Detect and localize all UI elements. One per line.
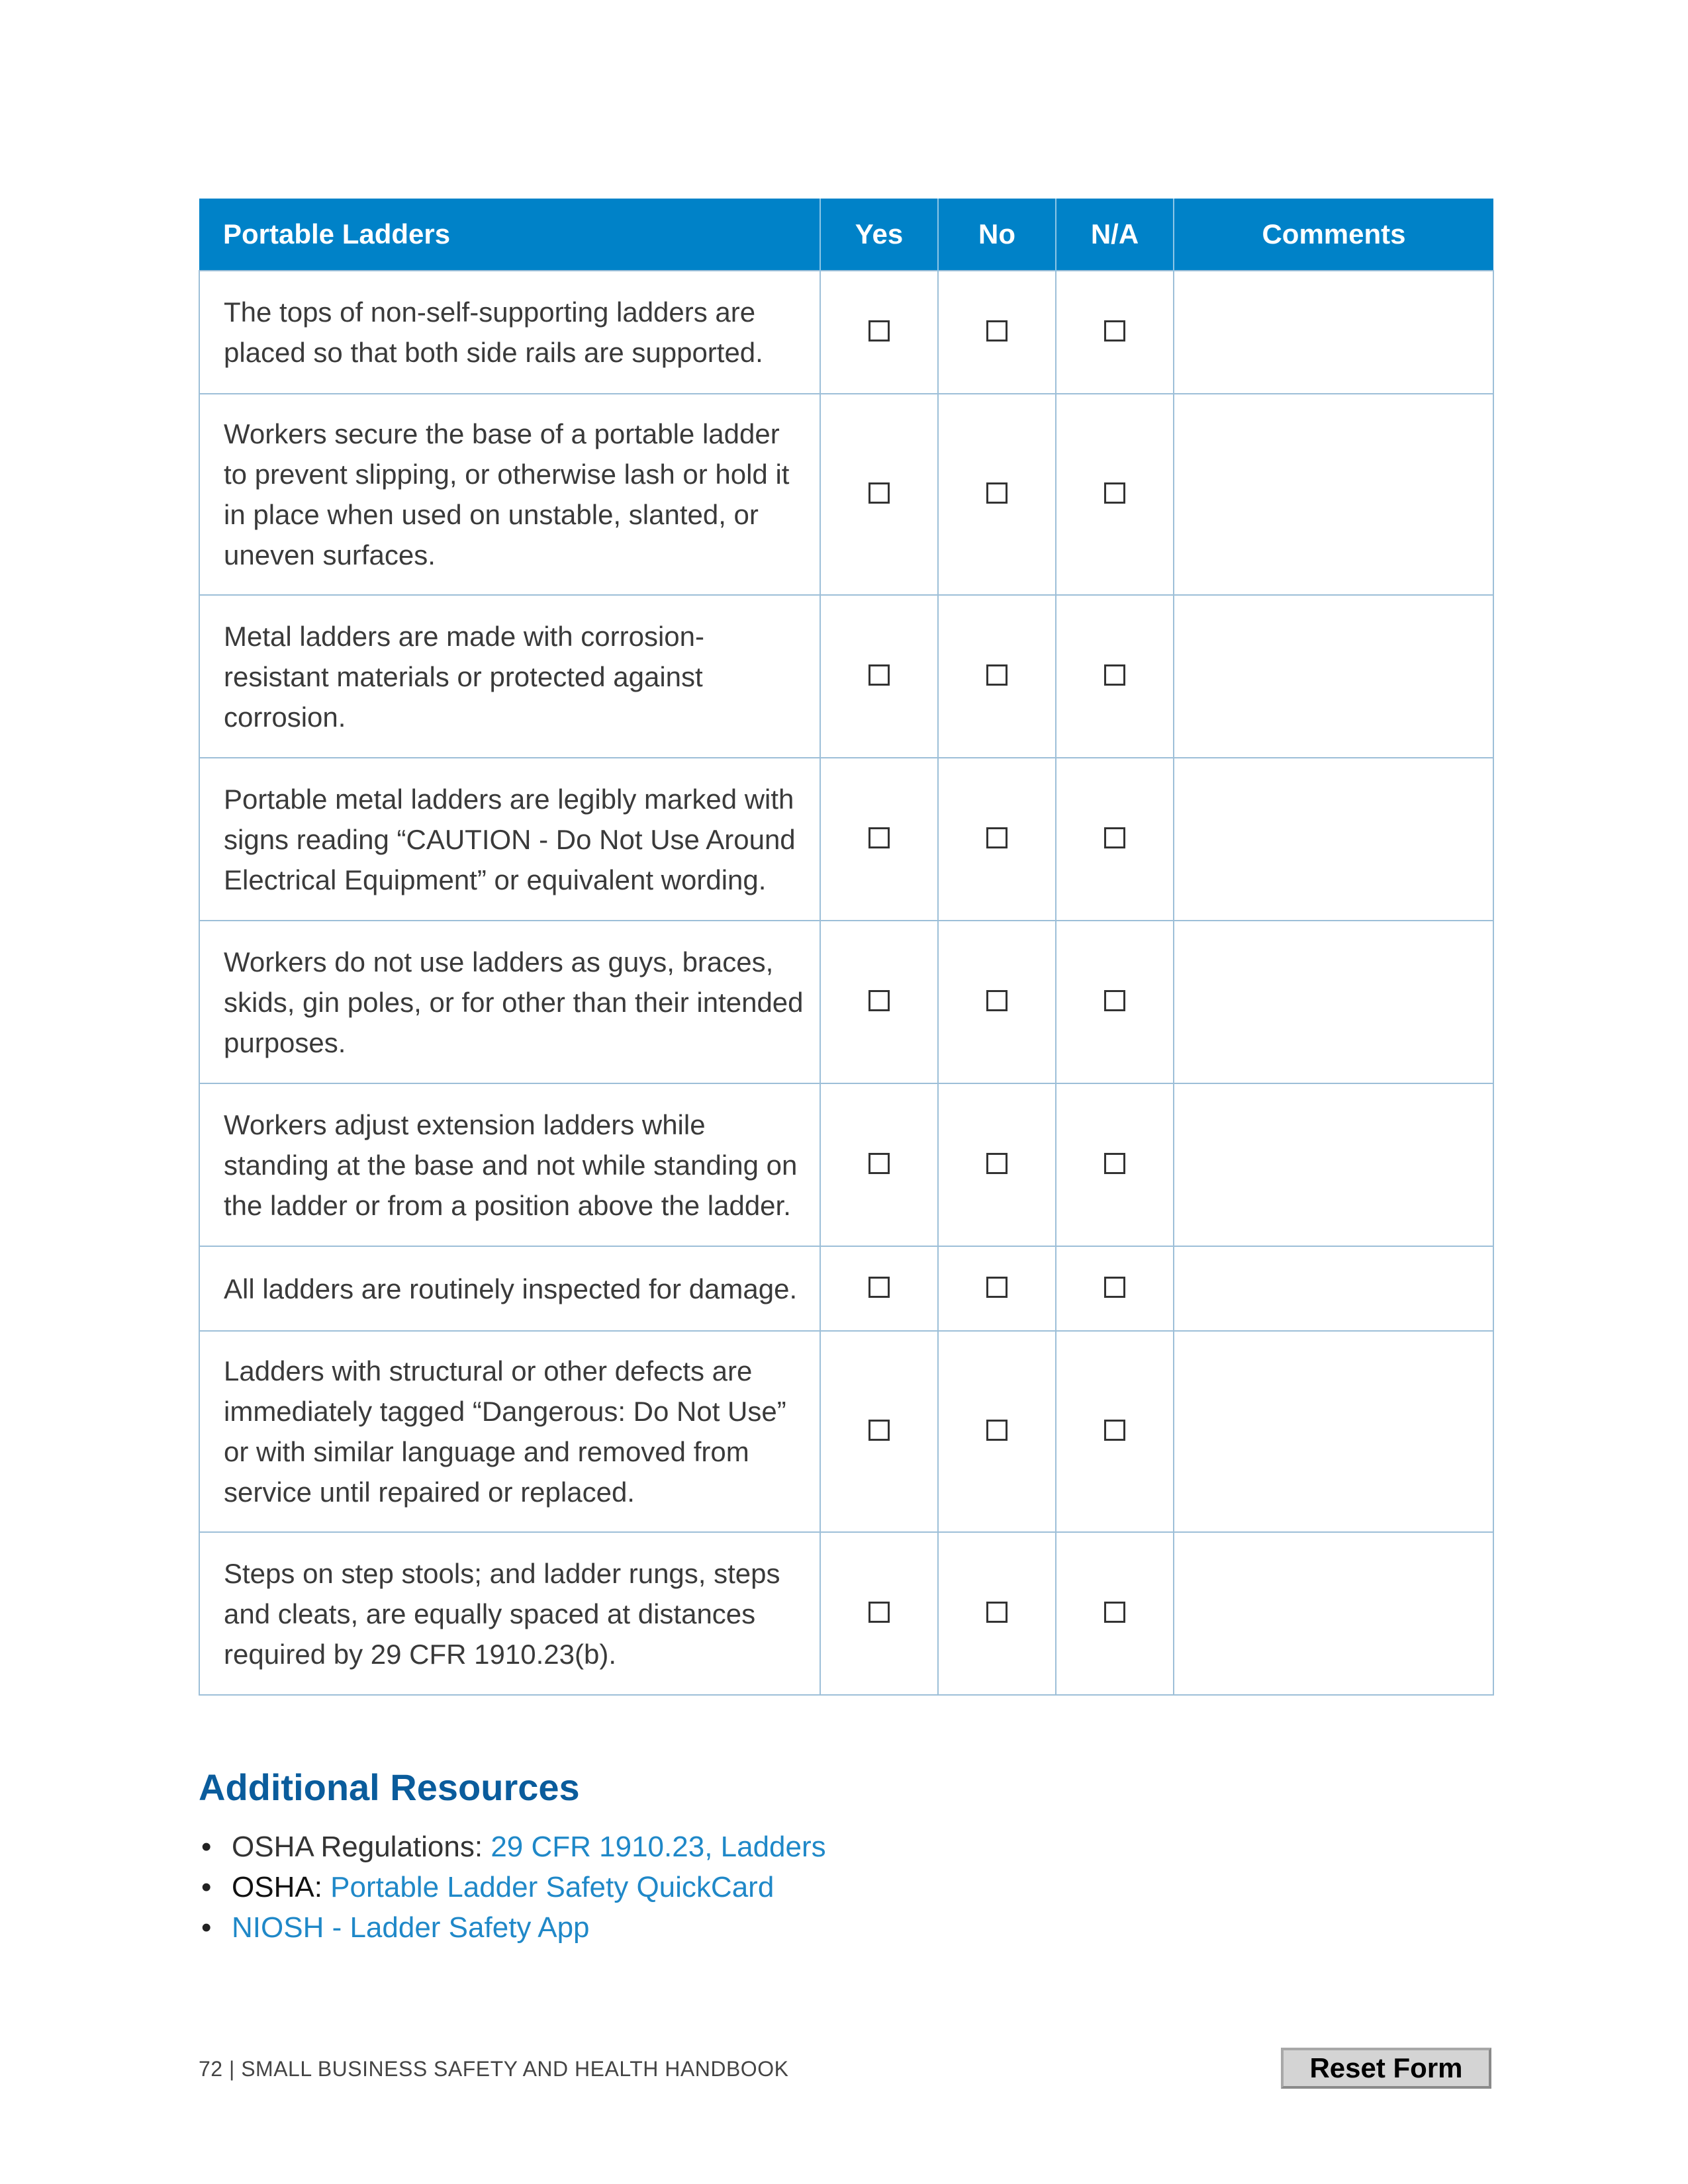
yes-checkbox[interactable] [868,1602,890,1623]
yes-cell [820,595,938,758]
no-checkbox[interactable] [986,664,1008,686]
resource-item [199,1827,826,1867]
no-cell [938,1331,1056,1532]
resource-item [199,1867,826,1907]
table-row [199,394,1493,595]
na-cell [1056,1331,1174,1532]
header-portable-ladders: Portable Ladders [199,199,820,271]
no-checkbox[interactable] [986,482,1008,504]
bullet-icon: • [201,1911,212,1944]
resource-prefix: OSHA Regulations: [232,1831,491,1863]
yes-checkbox[interactable] [868,990,890,1011]
na-cell [1056,1246,1174,1331]
no-cell [938,595,1056,758]
no-checkbox[interactable] [986,827,1008,848]
yes-cell [820,1246,938,1331]
page-number: 72 [199,2057,223,2081]
no-cell [938,758,1056,921]
no-checkbox[interactable] [986,990,1008,1011]
yes-checkbox[interactable] [868,482,890,504]
yes-checkbox[interactable] [868,320,890,341]
yes-checkbox[interactable] [868,1153,890,1174]
page-footer [199,2057,788,2081]
yes-cell [820,758,938,921]
bullet-icon: • [201,1831,212,1863]
ladder-checklist-table [199,199,1494,1696]
question-cell: The tops of non-self-supporting ladders are placed so that both side rails are supported. [199,271,820,394]
table-row [199,595,1493,758]
na-cell [1056,1083,1174,1246]
comments-field[interactable] [1174,1083,1493,1246]
na-cell [1056,758,1174,921]
question-cell: Metal ladders are made with corrosion-resistant materials or protected against corrosion. [199,595,820,758]
comments-field[interactable] [1174,1532,1493,1695]
no-cell [938,1083,1056,1246]
no-cell [938,921,1056,1083]
resource-item [199,1907,826,1948]
header-na: N/A [1056,199,1174,271]
no-cell [938,394,1056,595]
resource-link-quickcard[interactable]: Portable Ladder Safety QuickCard [330,1871,774,1903]
yes-checkbox[interactable] [868,1277,890,1298]
comments-field[interactable] [1174,595,1493,758]
no-cell [938,1246,1056,1331]
table-row [199,1532,1493,1695]
table-row [199,1331,1493,1532]
resource-prefix: OSHA: [232,1871,331,1903]
header-yes: Yes [820,199,938,271]
na-checkbox[interactable] [1104,1420,1125,1441]
table-row [199,1246,1493,1331]
comments-field[interactable] [1174,758,1493,921]
na-checkbox[interactable] [1104,827,1125,848]
question-cell: Workers do not use ladders as guys, braces, skids, gin poles, or for other than their intended purposes. [199,921,820,1083]
footer-separator: | [228,2057,235,2081]
yes-cell [820,921,938,1083]
table-header-row [199,199,1493,271]
yes-cell [820,394,938,595]
table-row [199,758,1493,921]
question-cell: Ladders with structural or other defects are immediately tagged “Dangerous: Do Not Use” or with similar language and removed from service until repaired or replaced. [199,1331,820,1532]
yes-cell [820,1083,938,1246]
no-checkbox[interactable] [986,1153,1008,1174]
table-row [199,271,1493,394]
yes-checkbox[interactable] [868,664,890,686]
na-cell [1056,271,1174,394]
yes-cell [820,271,938,394]
footer-title: SMALL BUSINESS SAFETY AND HEALTH HANDBOOK [241,2057,789,2081]
na-cell [1056,921,1174,1083]
na-checkbox[interactable] [1104,664,1125,686]
comments-field[interactable] [1174,271,1493,394]
header-comments: Comments [1174,199,1493,271]
resources-list [199,1827,826,1948]
no-checkbox[interactable] [986,320,1008,341]
header-no: No [938,199,1056,271]
question-cell: Workers secure the base of a portable ladder to prevent slipping, or otherwise lash or hold it in place when used on unstable, slanted, or uneven surfaces. [199,394,820,595]
bullet-icon: • [201,1871,212,1903]
no-checkbox[interactable] [986,1277,1008,1298]
reset-form-button[interactable]: Reset Form [1281,2048,1491,2089]
comments-field[interactable] [1174,394,1493,595]
yes-checkbox[interactable] [868,827,890,848]
na-cell [1056,1532,1174,1695]
comments-field[interactable] [1174,921,1493,1083]
question-cell: All ladders are routinely inspected for damage. [199,1246,820,1331]
no-checkbox[interactable] [986,1420,1008,1441]
table-row [199,921,1493,1083]
na-checkbox[interactable] [1104,482,1125,504]
na-cell [1056,394,1174,595]
na-checkbox[interactable] [1104,990,1125,1011]
question-cell: Portable metal ladders are legibly marked with signs reading “CAUTION - Do Not Use Around Electrical Equipment” or equivalent wording. [199,758,820,921]
comments-field[interactable] [1174,1246,1493,1331]
na-cell [1056,595,1174,758]
additional-resources-heading: Additional Resources [199,1766,580,1808]
no-cell [938,1532,1056,1695]
na-checkbox[interactable] [1104,1602,1125,1623]
resource-link-29cfr-ladders[interactable]: 29 CFR 1910.23, Ladders [491,1831,826,1863]
na-checkbox[interactable] [1104,320,1125,341]
table-row [199,1083,1493,1246]
yes-cell [820,1532,938,1695]
na-checkbox[interactable] [1104,1277,1125,1298]
yes-cell [820,1331,938,1532]
na-checkbox[interactable] [1104,1153,1125,1174]
question-cell: Workers adjust extension ladders while standing at the base and not while standing on the ladder or from a position above the ladder. [199,1083,820,1246]
no-checkbox[interactable] [986,1602,1008,1623]
no-cell [938,271,1056,394]
question-cell: Steps on step stools; and ladder rungs, steps and cleats, are equally spaced at distances required by 29 CFR 1910.23(b). [199,1532,820,1695]
yes-checkbox[interactable] [868,1420,890,1441]
comments-field[interactable] [1174,1331,1493,1532]
resource-link-niosh-app[interactable]: NIOSH - Ladder Safety App [232,1911,590,1944]
